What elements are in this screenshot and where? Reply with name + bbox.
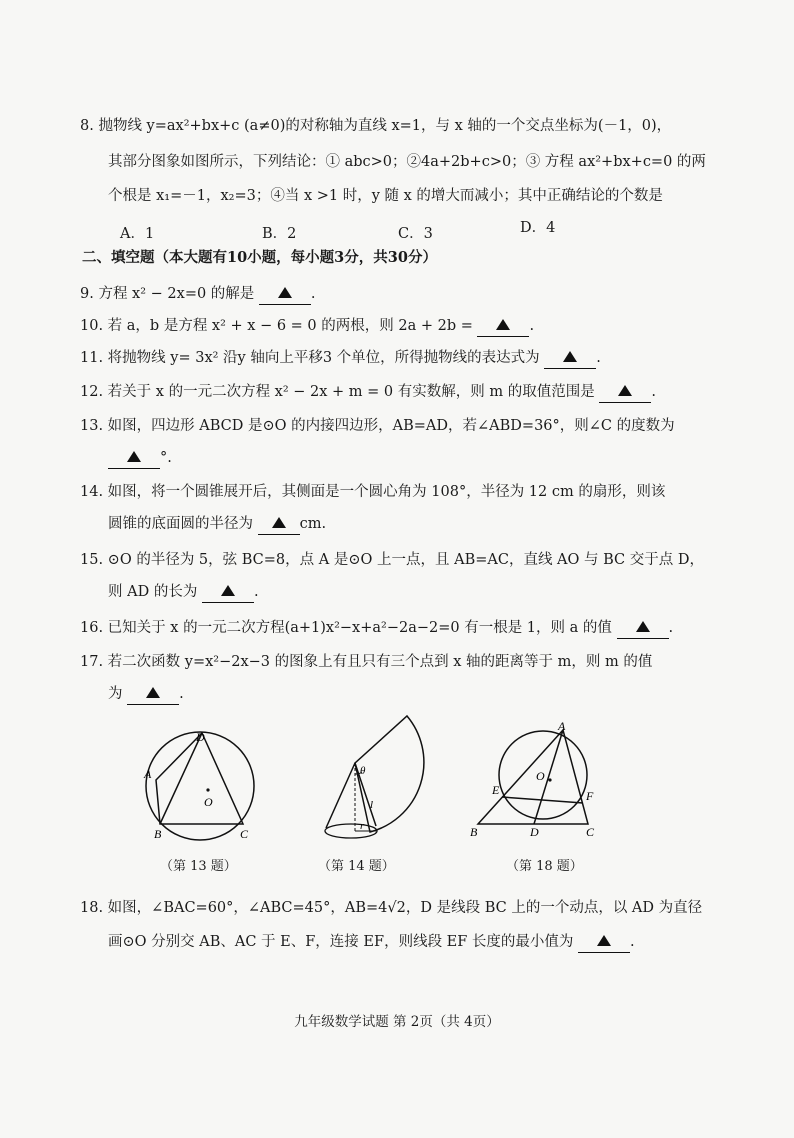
answer-blank bbox=[599, 382, 651, 403]
triangle-icon bbox=[146, 687, 160, 698]
label-c: C bbox=[240, 827, 249, 841]
section-heading: 二、填空题（本大题有10小题，每小题3分，共30分） bbox=[82, 249, 437, 266]
answer-blank bbox=[127, 684, 179, 705]
answer-blank bbox=[544, 348, 596, 369]
q15-text: 则 AD 的长为 bbox=[108, 584, 198, 600]
figure-14 bbox=[310, 708, 450, 848]
label-theta: θ bbox=[360, 765, 366, 777]
figure-13 bbox=[130, 726, 270, 846]
q8-line3: 个根是 x₁=－1，x₂=3；④当 x >1 时，y 随 x 的增大而减小；其中正确结论的个数是 bbox=[108, 188, 663, 204]
q12-tail: . bbox=[651, 384, 656, 400]
q8-option-a: A．1 bbox=[120, 226, 155, 242]
diagonal-bd bbox=[160, 733, 202, 824]
triangle-icon bbox=[636, 621, 650, 632]
q15-line2 bbox=[108, 582, 259, 603]
q17-line2 bbox=[108, 684, 184, 705]
answer-blank bbox=[578, 932, 630, 953]
page-footer: 九年级数学试题 第 2页（共 4页） bbox=[294, 1014, 500, 1030]
answer-blank bbox=[617, 618, 669, 639]
triangle-icon bbox=[127, 451, 141, 462]
q12 bbox=[80, 382, 656, 403]
q17-text: 为 bbox=[108, 686, 123, 702]
label-o: O bbox=[204, 795, 213, 809]
label-b: B bbox=[154, 827, 162, 841]
label-a: A bbox=[558, 720, 566, 733]
q18-line1: 18. 如图，∠BAC=60°，∠ABC=45°，AB=4√2，D 是线段 BC 上的一个动点，以 AD 为直径 bbox=[80, 900, 703, 916]
q12-text: 12. 若关于 x 的一元二次方程 x² − 2x + m = 0 有实数解，则 m 的取值范围是 bbox=[80, 384, 595, 400]
q18-line2 bbox=[108, 932, 635, 953]
label-b: B bbox=[470, 825, 478, 839]
q14-text: 圆锥的底面圆的半径为 bbox=[108, 516, 253, 532]
triangle-abc bbox=[478, 730, 588, 824]
quad-abcd bbox=[156, 733, 243, 824]
label-r: r bbox=[360, 820, 365, 832]
q10 bbox=[80, 316, 534, 337]
triangle-icon bbox=[563, 351, 577, 362]
triangle-icon bbox=[597, 935, 611, 946]
triangle-icon bbox=[618, 385, 632, 396]
label-l: l bbox=[370, 799, 374, 811]
center-dot bbox=[206, 788, 209, 791]
q8-option-d: D．4 bbox=[520, 220, 556, 236]
cone-right-edge bbox=[355, 763, 376, 826]
q16 bbox=[80, 618, 673, 639]
figure-18-caption: （第 18 题） bbox=[506, 859, 583, 874]
triangle-icon bbox=[272, 517, 286, 528]
q11-text: 11. 将抛物线 y= 3x² 沿y 轴向上平移3 个单位，所得抛物线的表达式为 bbox=[80, 350, 540, 366]
q16-text: 16. 已知关于 x 的一元二次方程(a+1)x²−x+a²−2a−2=0 有一根是 1，则 a 的值 bbox=[80, 620, 612, 636]
cone-left-edge bbox=[326, 763, 355, 828]
q8-line2: 其部分图象如图所示，下列结论：① abc>0；②4a+2b+c>0；③ 方程 ax²+bx+c=0 的两 bbox=[108, 154, 706, 170]
figure-13-caption: （第 13 题） bbox=[160, 859, 237, 874]
q10-text: 10. 若 a，b 是方程 x² + x − 6 = 0 的两根，则 2a + 2b = bbox=[80, 318, 473, 334]
q13-line2 bbox=[108, 448, 172, 469]
triangle-icon bbox=[221, 585, 235, 596]
q8-option-b: B．2 bbox=[262, 226, 297, 242]
center-dot bbox=[548, 778, 551, 781]
label-d: D bbox=[530, 825, 539, 839]
q11 bbox=[80, 348, 601, 369]
q18-tail: . bbox=[630, 934, 635, 950]
q8-line1: 8. 抛物线 y=ax²+bx+c (a≠0)的对称轴为直线 x=1，与 x 轴的一个交点坐标为(－1，0)， bbox=[80, 118, 672, 134]
q15-tail: . bbox=[253, 584, 259, 600]
q9 bbox=[80, 284, 316, 305]
q18-text: 画⊙O 分别交 AB、AC 于 E、F，连接 EF，则线段 EF 长度的最小值为 bbox=[108, 934, 574, 950]
q16-tail: . bbox=[668, 620, 674, 636]
q11-tail: . bbox=[596, 350, 601, 366]
label-e: E bbox=[492, 783, 500, 797]
q10-tail: . bbox=[529, 318, 535, 334]
q14-line1: 14. 如图，将一个圆锥展开后，其侧面是一个圆心角为 108°，半径为 12 cm 的扇形，则该 bbox=[80, 484, 666, 500]
q8-option-c: C．3 bbox=[398, 226, 433, 242]
figure-18 bbox=[466, 720, 616, 845]
figure-14-caption: （第 14 题） bbox=[318, 859, 395, 874]
label-d: D bbox=[196, 730, 205, 744]
answer-blank bbox=[258, 514, 300, 535]
q9-text: 9. 方程 x² − 2x=0 的解是 bbox=[80, 286, 255, 302]
label-c: C bbox=[586, 825, 595, 839]
q13-tail: °. bbox=[160, 450, 172, 466]
answer-blank bbox=[202, 582, 254, 603]
q14-tail: cm. bbox=[299, 516, 327, 532]
triangle-icon bbox=[496, 319, 510, 330]
triangle-icon bbox=[278, 287, 292, 298]
q9-tail: . bbox=[310, 286, 316, 302]
q14-line2 bbox=[108, 514, 326, 535]
answer-blank bbox=[108, 448, 160, 469]
q13-line1: 13. 如图，四边形 ABCD 是⊙O 的内接四边形，AB=AD，若∠ABD=36°，则∠C 的度数为 bbox=[80, 418, 675, 434]
answer-blank bbox=[477, 316, 529, 337]
q17-tail: . bbox=[179, 686, 184, 702]
q15-line1: 15. ⊙O 的半径为 5，弦 BC=8，点 A 是⊙O 上一点，且 AB=AC，直线 AO 与 BC 交于点 D， bbox=[80, 552, 704, 568]
label-o: O bbox=[536, 769, 545, 783]
answer-blank bbox=[259, 284, 311, 305]
q17-line1: 17. 若二次函数 y=x²−2x−3 的图象上有且只有三个点到 x 轴的距离等于 m，则 m 的值 bbox=[80, 654, 653, 670]
label-f: F bbox=[586, 789, 594, 803]
label-a: A bbox=[144, 767, 152, 781]
